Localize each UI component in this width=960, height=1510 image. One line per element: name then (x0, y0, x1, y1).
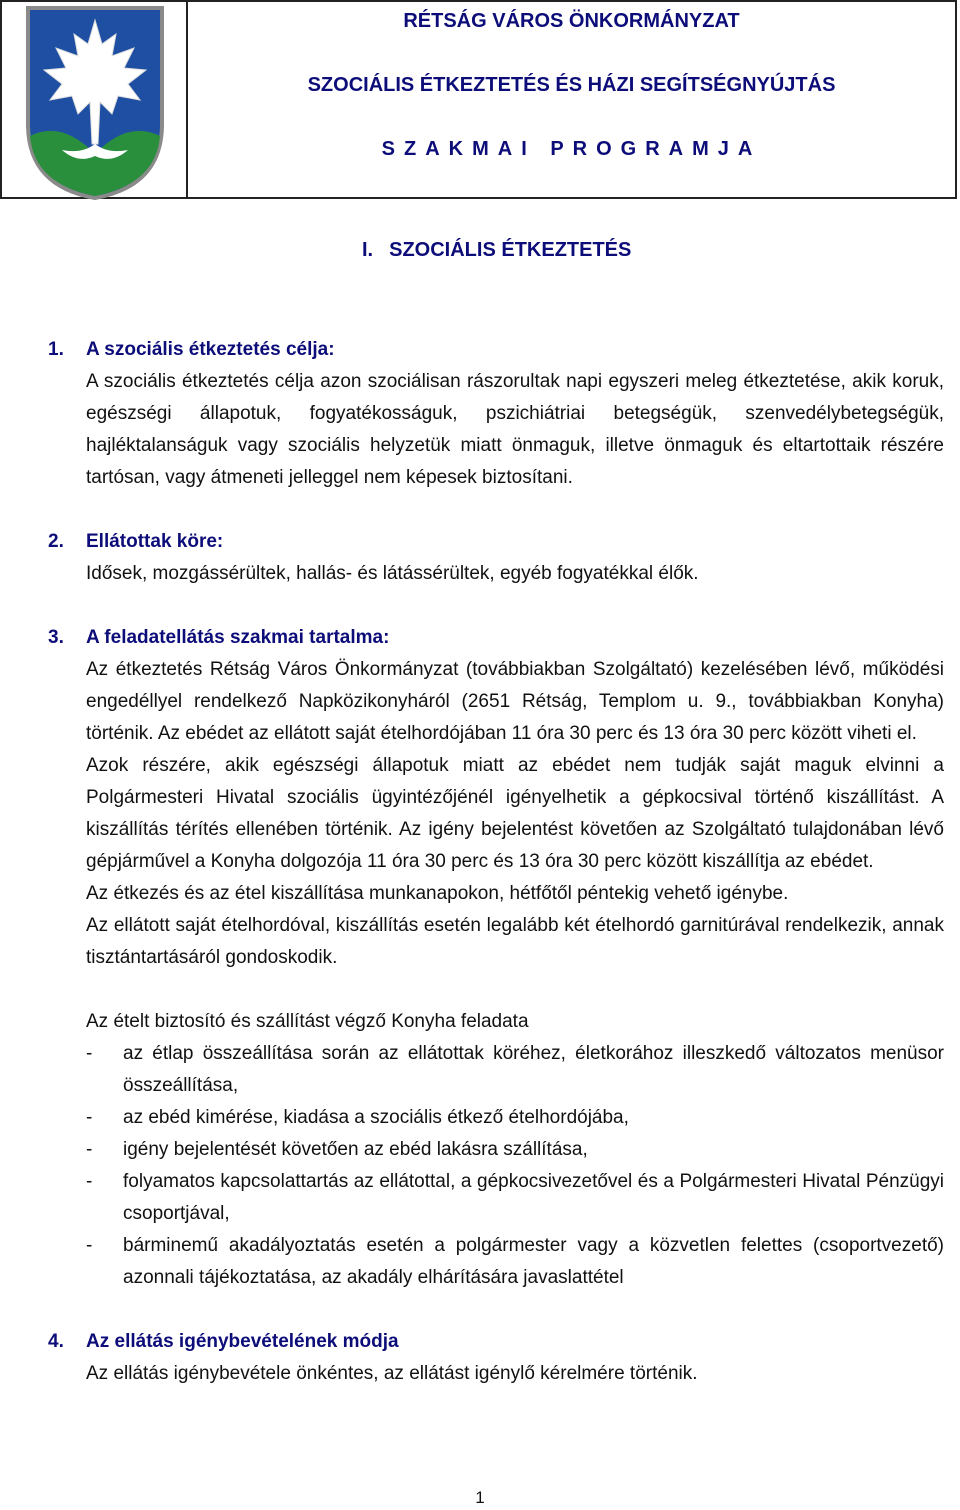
page-number: 1 (475, 1488, 485, 1507)
list-item (86, 1134, 944, 1166)
section-2 (48, 526, 944, 590)
section-1-heading (48, 334, 944, 366)
org-title: RÉTSÁG VÁROS ÖNKORMÁNYZAT (403, 10, 740, 32)
program-title: SZAKMAI PROGRAMJA (381, 138, 762, 160)
section-1-title: A szociális étkeztetés célja: (86, 339, 335, 360)
list-item (86, 1230, 944, 1294)
list-dash: - (86, 1235, 93, 1256)
section-1-number: 1. (48, 339, 64, 360)
section-3-paragraph-2: Azok részére, akik egészségi állapotuk miatt az ebédet nem tudják saját maguk elvinni a Polgármesteri Hivatal szociális ügyintézőjénél igényelhetik a gépkocsival történő kiszállítást. A kiszállítás térítés ellenében történik. Az igény bejelentést követően az Szolgáltató tulajdonában lévő gépjárművel a Konyha dolgozója 11 óra 30 perc és 13 óra 30 perc között kiszállítja az ebédet. (86, 755, 944, 872)
list-item (86, 1038, 944, 1102)
section-4 (48, 1326, 944, 1390)
section-4-title: Az ellátás igénybevételének módja (86, 1331, 399, 1352)
doc-subtitle: SZOCIÁLIS ÉTKEZTETÉS ÉS HÁZI SEGÍTSÉGNYÚJTÁS (307, 74, 836, 96)
section-title (362, 239, 631, 262)
section-3-list-intro: Az ételt biztosító és szállítást végző Konyha feladata (86, 1011, 529, 1032)
section-4-number: 4. (48, 1331, 64, 1352)
section-3 (48, 622, 944, 1294)
section-3-number: 3. (48, 627, 64, 648)
section-3-title: A feladatellátás szakmai tartalma: (86, 627, 390, 648)
section-3-paragraph-3: Az étkezés és az étel kiszállítása munkanapokon, hétfőtől péntekig vehető igénybe. (86, 883, 789, 904)
section-2-number: 2. (48, 531, 64, 552)
section-title-text: SZOCIÁLIS ÉTKEZTETÉS (389, 239, 632, 261)
list-item-text: az ebéd kimérése, kiadása a szociális étkező ételhordójába, (123, 1107, 629, 1128)
list-dash: - (86, 1107, 93, 1128)
section-2-title: Ellátottak köre: (86, 531, 224, 552)
header-title-cell (188, 2, 955, 197)
list-item-text: az étlap összeállítása során az ellátottak köréhez, életkorához illeszkedő változatos menüsor összeállítása, (123, 1043, 944, 1096)
section-4-text: Az ellátás igénybevétele önkéntes, az ellátást igénylő kérelmére történik. (86, 1363, 698, 1384)
section-2-heading (48, 526, 944, 558)
document-body (48, 334, 944, 1390)
maple-leaf-crest-icon (22, 4, 168, 200)
section-roman-numeral: I. (362, 239, 374, 261)
section-3-heading (48, 622, 944, 654)
list-item (86, 1102, 944, 1134)
section-3-paragraph-4: Az ellátott saját ételhordóval, kiszállítás esetén legalább két ételhordó garnitúrával rendelkezik, annak tisztántartásáról gondoskodik. (86, 915, 944, 968)
section-1-text: A szociális étkeztetés célja azon szociálisan rászorultak napi egyszeri meleg étkeztetése, akik koruk, egészségi állapotuk, fogyatékosságuk, pszichiátriai betegségük, szenvedélybetegségük, hajléktalanságuk vagy szociális helyzetük miatt önmaguk, illetve önmaguk és eltartottaik részére tartósan, vagy átmeneti jelleggel nem képesek biztosítani. (86, 371, 944, 488)
section-2-text: Idősek, mozgássérültek, hallás- és látássérültek, egyéb fogyatékkal élők. (86, 563, 699, 584)
kitchen-tasks-list (86, 1038, 944, 1294)
list-dash: - (86, 1043, 93, 1064)
list-item-text: folyamatos kapcsolattartás az ellátottal, a gépkocsivezetővel és a Polgármesteri Hivatal Pénzügyi csoportjával, (123, 1171, 944, 1224)
list-item-text: igény bejelentését követően az ebéd lakásra szállítása, (123, 1139, 588, 1160)
list-item-text: bárminemű akadályoztatás esetén a polgármester vagy a közvetlen felettes (csoportvezető) azonnali tájékoztatása, az akadály elhárítására javaslattétel (123, 1235, 944, 1288)
header-table (0, 0, 957, 199)
list-dash: - (86, 1139, 93, 1160)
section-3-paragraph-1: Az étkeztetés Rétság Város Önkormányzat (továbbiakban Szolgáltató) kezelésében lévő, működési engedéllyel rendelkező Napközikonyháról (2651 Rétság, Templom u. 9., továbbiakban Konyha) történik. Az ebédet az ellátott saját ételhordójában 11 óra 30 perc és 13 óra 30 perc között viheti el. (86, 659, 944, 744)
list-item (86, 1166, 944, 1230)
crest-cell (2, 2, 188, 197)
list-dash: - (86, 1171, 93, 1192)
section-1 (48, 334, 944, 494)
section-4-heading (48, 1326, 944, 1358)
